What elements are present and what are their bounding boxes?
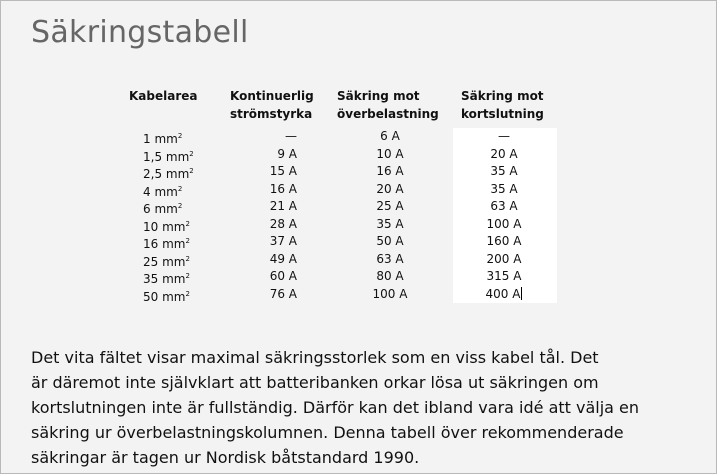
continuous-current-cell-value: 49 A xyxy=(269,251,297,266)
cable-area-value: 1,5 mm xyxy=(143,149,190,164)
overload-fuse-cell-value: 6 A xyxy=(380,129,400,143)
header-short-line2: kortslutning xyxy=(461,107,544,121)
overload-fuse-cell-value: 63 A xyxy=(376,251,404,266)
continuous-current-cell-value: 9 A xyxy=(277,146,297,161)
continuous-current-cell xyxy=(237,181,297,199)
superscript-exponent: 2 xyxy=(189,167,194,175)
continuous-current-cell xyxy=(237,198,297,216)
paragraph-line: Det vita fältet visar maximal säkringsstorlek som en viss kabel tål. Det xyxy=(31,348,599,367)
cable-area-cell xyxy=(143,251,213,269)
cable-area-value: 16 mm xyxy=(143,237,186,251)
cable-area-value: 25 mm xyxy=(143,254,186,269)
cable-area-cell xyxy=(143,216,213,234)
continuous-current-cell xyxy=(237,251,297,269)
overload-fuse-cell-value: 100 A xyxy=(372,286,408,301)
short-circuit-fuse-cell xyxy=(479,216,529,234)
cable-area-value: 10 mm xyxy=(143,219,186,234)
continuous-current-cell-value: 16 A xyxy=(269,181,297,196)
superscript-exponent: 2 xyxy=(185,272,190,280)
superscript-exponent: 2 xyxy=(185,237,190,245)
short-circuit-fuse-cell-value: 315 A xyxy=(486,269,522,283)
continuous-current-cell-value: 15 A xyxy=(269,164,297,178)
overload-fuse-cell-value: 80 A xyxy=(376,269,404,283)
short-circuit-fuse-cell-value: — xyxy=(498,129,510,143)
overload-fuse-column xyxy=(365,128,415,303)
continuous-current-cell-value: 60 A xyxy=(269,269,297,283)
continuous-current-cell-value: 76 A xyxy=(269,286,297,301)
paragraph-line: säkring ur överbelastningskolumnen. Denna tabell över rekommenderade xyxy=(31,423,624,442)
short-circuit-fuse-cell xyxy=(479,251,529,269)
continuous-current-cell xyxy=(237,268,297,286)
short-circuit-fuse-cell xyxy=(479,268,529,286)
paragraph-line: är däremot inte självklart att batteribanken orkar lösa ut säkringen om xyxy=(31,373,599,392)
cable-area-cell xyxy=(143,181,213,199)
overload-fuse-cell xyxy=(365,128,415,146)
cable-area-cell xyxy=(143,268,213,286)
header-cable-area-line1: Kabelarea xyxy=(129,89,198,103)
header-short-line1: Säkring mot xyxy=(461,89,544,103)
cable-area-value: 4 mm xyxy=(143,184,178,199)
header-cable-area xyxy=(129,87,198,105)
explanation-paragraph xyxy=(31,345,691,470)
short-circuit-fuse-cell xyxy=(479,146,529,164)
short-circuit-fuse-cell-value: 400 A xyxy=(485,286,521,301)
overload-fuse-cell-value: 20 A xyxy=(376,181,404,196)
superscript-exponent: 2 xyxy=(185,219,190,228)
overload-fuse-cell xyxy=(365,268,415,286)
short-circuit-fuse-cell-value: 20 A xyxy=(490,146,518,161)
overload-fuse-cell-value: 10 A xyxy=(376,146,404,161)
short-circuit-fuse-cell-value: 100 A xyxy=(486,216,522,231)
overload-fuse-cell-value: 35 A xyxy=(376,216,404,231)
overload-fuse-cell xyxy=(365,163,415,181)
overload-fuse-cell xyxy=(365,198,415,216)
cable-area-value: 1 mm xyxy=(143,132,178,146)
overload-fuse-cell xyxy=(365,216,415,234)
short-circuit-fuse-cell-value: 200 A xyxy=(486,251,522,266)
short-circuit-fuse-cell xyxy=(479,233,529,251)
cable-area-cell xyxy=(143,146,213,164)
cable-area-cell xyxy=(143,198,213,216)
short-circuit-fuse-column xyxy=(479,128,529,303)
continuous-current-cell xyxy=(237,128,297,146)
cable-area-value: 2,5 mm xyxy=(143,167,190,181)
header-continuous-line1: Kontinuerlig xyxy=(230,89,314,103)
cable-area-value: 6 mm xyxy=(143,202,178,216)
short-circuit-fuse-cell-value: 35 A xyxy=(490,181,518,196)
short-circuit-fuse-cell-value: 160 A xyxy=(486,234,522,248)
cable-area-value: 50 mm xyxy=(143,289,186,304)
text-cursor xyxy=(521,287,522,300)
header-short-circuit-fuse xyxy=(461,87,544,123)
continuous-current-cell xyxy=(237,286,297,304)
header-continuous-current xyxy=(230,87,314,123)
continuous-current-cell-value: 21 A xyxy=(269,199,297,213)
superscript-exponent: 2 xyxy=(185,254,190,263)
overload-fuse-cell xyxy=(365,251,415,269)
overload-fuse-cell xyxy=(365,181,415,199)
continuous-current-cell xyxy=(237,146,297,164)
cable-area-value: 35 mm xyxy=(143,272,186,286)
short-circuit-fuse-cell xyxy=(479,163,529,181)
continuous-current-column xyxy=(237,128,297,303)
header-overload-line2: överbelastning xyxy=(337,107,439,121)
cable-area-cell xyxy=(143,286,213,304)
paragraph-line: säkringar är tagen ur Nordisk båtstandard 1990. xyxy=(31,448,420,467)
cable-area-cell xyxy=(143,128,213,146)
continuous-current-cell xyxy=(237,233,297,251)
paragraph-line: kortslutningen inte är fullständig. Därför kan det ibland vara idé att välja en xyxy=(31,398,640,417)
cable-area-column xyxy=(143,128,213,303)
superscript-exponent: 2 xyxy=(185,289,190,298)
superscript-exponent: 2 xyxy=(177,132,183,140)
overload-fuse-cell-value: 16 A xyxy=(376,164,404,178)
page-title: Säkringstabell xyxy=(31,15,249,50)
short-circuit-fuse-cell xyxy=(479,128,529,146)
continuous-current-cell xyxy=(237,163,297,181)
header-overload-line1: Säkring mot xyxy=(337,89,420,103)
overload-fuse-cell xyxy=(365,233,415,251)
continuous-current-cell-value: 37 A xyxy=(269,234,297,248)
short-circuit-fuse-cell xyxy=(479,181,529,199)
superscript-exponent: 2 xyxy=(189,149,194,158)
overload-fuse-cell-value: 50 A xyxy=(376,234,404,248)
continuous-current-cell-value: — xyxy=(285,129,297,143)
overload-fuse-cell-value: 25 A xyxy=(376,199,404,213)
overload-fuse-cell xyxy=(365,286,415,304)
short-circuit-fuse-cell-value: 35 A xyxy=(490,164,518,178)
superscript-exponent: 2 xyxy=(177,184,183,193)
overload-fuse-cell xyxy=(365,146,415,164)
continuous-current-cell-value: 28 A xyxy=(269,216,297,231)
short-circuit-fuse-cell-value: 63 A xyxy=(490,199,518,213)
header-continuous-line2: strömstyrka xyxy=(230,107,313,121)
cable-area-cell xyxy=(143,233,213,251)
superscript-exponent: 2 xyxy=(177,202,183,210)
header-overload-fuse xyxy=(337,87,439,123)
short-circuit-fuse-cell xyxy=(479,286,529,304)
short-circuit-fuse-cell xyxy=(479,198,529,216)
cable-area-cell xyxy=(143,163,213,181)
continuous-current-cell xyxy=(237,216,297,234)
